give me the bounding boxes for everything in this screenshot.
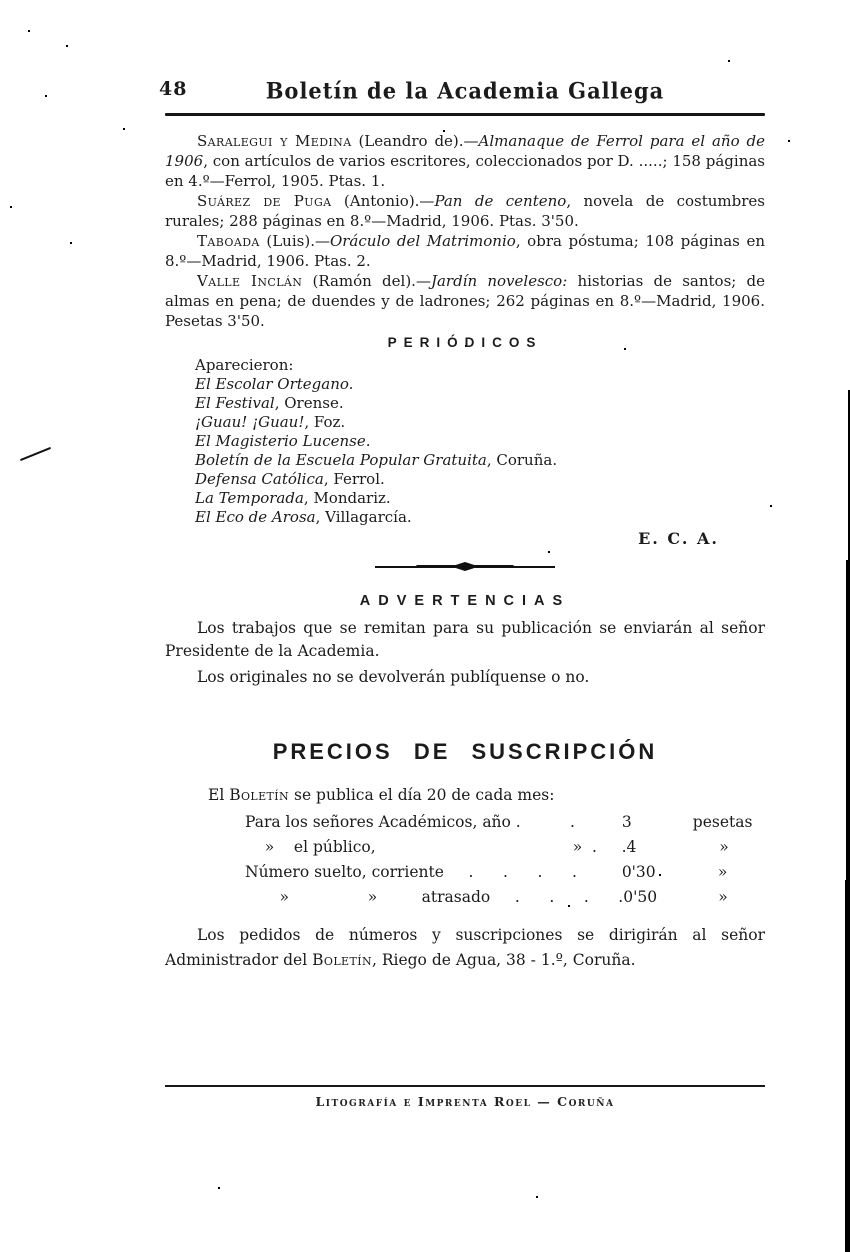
- advertencias-paragraph: Los trabajos que se remitan para su publicación se enviarán al señor Presidente de la Academia.: [165, 619, 765, 660]
- periodical-place: , Orense.: [274, 394, 344, 412]
- precios-heading: PRECIOS DE SUSCRIPCIÓN: [272, 739, 658, 764]
- price-label: Para los señores Académicos, año . .: [245, 813, 575, 831]
- scan-edge-streak: [845, 880, 850, 1252]
- periodical-item: [195, 432, 765, 451]
- periodical-name: El Magisterio Lucense.: [195, 432, 371, 450]
- periodical-place: , Foz.: [304, 413, 346, 431]
- scan-noise-speckles: [28, 30, 30, 32]
- price-value: 3: [621, 813, 632, 831]
- pedidos-text: Los pedidos de números y suscripciones se dirigirán al señor Administrador del: [165, 926, 765, 969]
- periodical-item: [195, 394, 765, 413]
- boletin-smallcaps: Boletín: [312, 951, 372, 969]
- price-table: [245, 813, 765, 913]
- advertencias-paragraph: Los originales no se devolverán publíquense o no.: [197, 668, 590, 686]
- entry-separator: (Antonio).—: [331, 192, 435, 210]
- entry-details: historias de santos; de almas en pena; de duendes y de ladrones; 262 páginas en 8.º—Madrid, 1906. Pesetas 3'50.: [165, 272, 766, 330]
- price-unit: »: [717, 863, 728, 881]
- bibliography-entry: [165, 231, 765, 271]
- footer-rule: [165, 1085, 765, 1087]
- periodical-name: Defensa Católica: [195, 470, 324, 488]
- price-unit: »: [718, 888, 728, 906]
- diamond-ornament-icon: [451, 562, 479, 571]
- price-value: 0'50: [623, 888, 658, 906]
- entry-details: , novela de costumbres rurales; 288 páginas en 8.º—Madrid, 1906. Ptas. 3'50.: [165, 192, 766, 230]
- precios-intro-text: se publica el día 20 de cada mes:: [289, 786, 555, 804]
- section-divider: [375, 562, 555, 572]
- periodical-name: ¡Guau! ¡Guau!: [195, 413, 305, 431]
- boletin-smallcaps: Boletín: [229, 786, 290, 804]
- entry-author: Valle Inclán: [197, 272, 303, 290]
- periodical-item: [195, 508, 765, 527]
- periodical-item: [195, 375, 765, 394]
- entry-separator: (Leandro de).—: [351, 132, 479, 150]
- pen-mark-artifact: [20, 447, 51, 461]
- entry-separator: (Luis).—: [259, 232, 330, 250]
- page-header: [159, 0, 765, 104]
- price-label: Número suelto, corriente . . . .: [245, 863, 577, 881]
- bibliography-entry: [165, 191, 765, 231]
- precios-intro-text: El: [208, 786, 230, 804]
- periodicals-list: [195, 356, 765, 527]
- price-row: [245, 838, 765, 863]
- entry-work-title: Jardín novelesco:: [430, 272, 568, 290]
- editor-signature: E. C. A.: [638, 529, 719, 548]
- entry-author: Suárez de Puga: [197, 192, 332, 210]
- periodical-item: [195, 470, 765, 489]
- periodical-name: El Festival: [195, 394, 275, 412]
- entry-details: , con artículos de varios escritores, coleccionados por D. .....; 158 páginas en 4.º—Ferrol, 1905. Ptas. 1.: [165, 152, 765, 190]
- header-rule: [165, 113, 765, 116]
- pedidos-paragraph: [165, 923, 765, 973]
- price-row: [245, 813, 765, 838]
- periodicals-intro: Aparecieron:: [195, 356, 294, 374]
- price-row: [245, 888, 765, 913]
- page-number: 48: [159, 78, 188, 100]
- periodical-item: [195, 489, 765, 508]
- price-unit: »: [719, 838, 729, 856]
- periodical-place: , Ferrol.: [323, 470, 385, 488]
- price-unit: pesetas: [692, 813, 753, 831]
- price-label: » el público, » . .: [245, 838, 627, 856]
- entry-author: Taboada: [197, 232, 260, 250]
- periodical-name: Boletín de la Escuela Popular Gratuita: [195, 451, 487, 469]
- scan-edge-streak: [846, 560, 850, 880]
- periodical-name: La Temporada: [195, 489, 304, 507]
- price-value: 4: [626, 838, 637, 856]
- periodical-place: , Mondariz.: [303, 489, 391, 507]
- periodical-place: , Coruña.: [486, 451, 558, 469]
- bibliography-entry: [165, 271, 765, 331]
- periodical-name: El Eco de Arosa: [195, 508, 316, 526]
- price-row: [245, 863, 765, 888]
- entry-separator: (Ramón del).—: [302, 272, 431, 290]
- header-title: Boletín de la Academia Gallega: [265, 77, 665, 104]
- price-label: » » atrasado . . . .: [245, 888, 624, 906]
- bibliography-entry: [165, 131, 765, 191]
- precios-intro: [165, 786, 765, 804]
- entry-details: , obra póstuma; 108 páginas en 8.º—Madrid, 1906. Ptas. 2.: [165, 232, 766, 270]
- printer-imprint: Litografía e Imprenta Roel — Coruña: [315, 1094, 615, 1109]
- entry-work-title: Pan de centeno: [434, 192, 567, 210]
- entry-author: Saralegui y Medina: [197, 132, 352, 150]
- advertencias-heading: ADVERTENCIAS: [359, 593, 571, 609]
- entry-work-title: Oráculo del Matrimonio: [329, 232, 516, 250]
- price-value: 0'30: [621, 863, 656, 881]
- pedidos-text: , Riego de Agua, 38 - 1.º, Coruña.: [371, 951, 636, 969]
- periodicals-heading: PERIÓDICOS: [387, 335, 543, 350]
- periodical-item: [195, 451, 765, 470]
- periodical-name: El Escolar Ortegano.: [195, 375, 354, 393]
- periodical-place: , Villagarcía.: [315, 508, 412, 526]
- periodical-item: [195, 413, 765, 432]
- bibliography-section: [165, 131, 765, 331]
- entry-work-title: Almanaque de Ferrol para el año de 1906: [165, 132, 765, 170]
